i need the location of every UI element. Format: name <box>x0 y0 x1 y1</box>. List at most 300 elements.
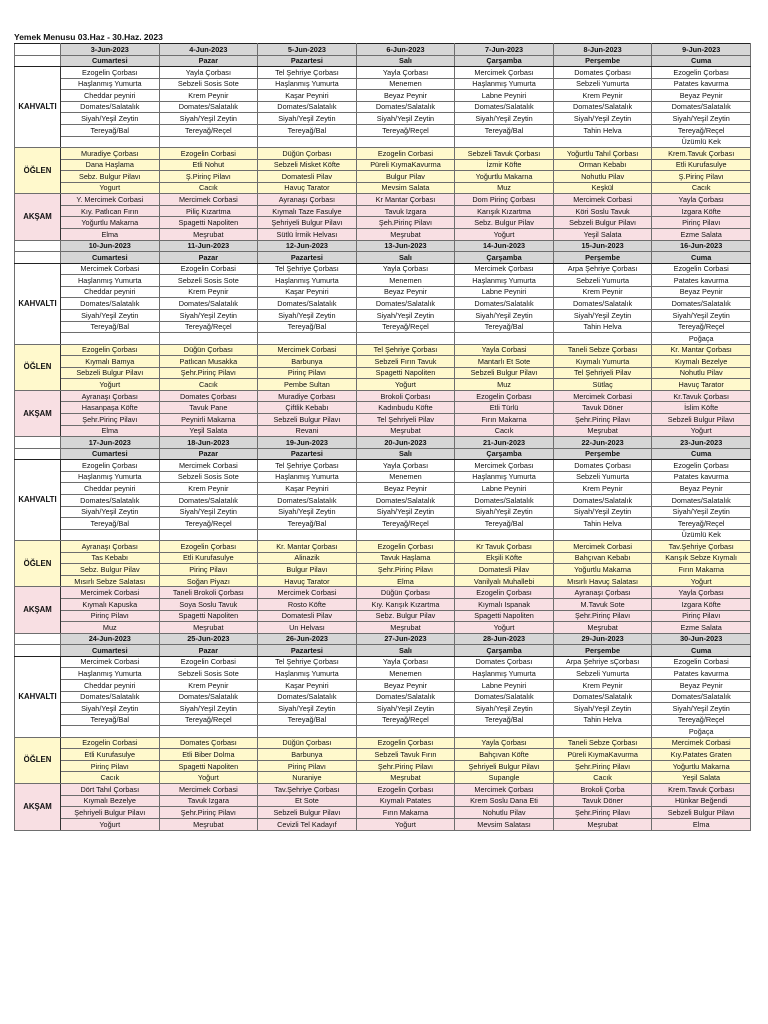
menu-item-cell: Ezme Salata <box>652 229 751 241</box>
menu-item-cell: Meşrubat <box>356 772 455 784</box>
menu-item-cell <box>455 136 554 148</box>
date-cell: 23-Jun-2023 <box>652 437 751 449</box>
menu-item-cell: Siyah/Yeşil Zeytin <box>61 703 160 715</box>
menu-item-cell: Sebzeli Bulgur Pilavı <box>455 367 554 379</box>
menu-item-cell: Domates/Salatalık <box>258 691 357 703</box>
day-row <box>15 55 751 67</box>
menu-item-cell <box>553 333 652 345</box>
menu-item-cell: Ezogelin Corbasi <box>159 656 258 668</box>
menu-item-cell: Ezogelin Corbasi <box>652 656 751 668</box>
menu-item-cell: Siyah/Yeşil Zeytin <box>258 309 357 321</box>
menu-item-cell: Şehr.Pirinç Pilavı <box>159 807 258 819</box>
menu-row <box>15 518 751 530</box>
menu-row <box>15 541 751 553</box>
date-cell: 25-Jun-2023 <box>159 633 258 645</box>
menu-item-cell: Mevsim Salata <box>356 182 455 194</box>
corner-cell <box>15 44 61 56</box>
menu-item-cell: Yayla Çorbası <box>159 67 258 79</box>
menu-item-cell: Siyah/Yeşil Zeytin <box>159 309 258 321</box>
menu-item-cell: Etli Nohut <box>159 159 258 171</box>
menu-item-cell: Haşlanmış Yumurta <box>61 471 160 483</box>
menu-item-cell: Tas Kebabı <box>61 552 160 564</box>
menu-item-cell: Tavuk Döner <box>553 402 652 414</box>
date-cell: 28-Jun-2023 <box>455 633 554 645</box>
menu-row <box>15 67 751 79</box>
menu-item-cell: Domates/Salatalık <box>455 101 554 113</box>
menu-item-cell: Domates/Salatalık <box>356 494 455 506</box>
menu-item-cell <box>258 529 357 541</box>
menu-item-cell: Labne Peyniri <box>455 483 554 495</box>
menu-item-cell: Siyah/Yeşil Zeytin <box>258 703 357 715</box>
menu-item-cell: Spagetti Napoliten <box>159 217 258 229</box>
menu-item-cell: Taneli Sebze Çorbası <box>553 737 652 749</box>
menu-item-cell: Tereyağ/Bal <box>455 321 554 333</box>
menu-item-cell: Kr.Tavuk Çorbası <box>652 390 751 402</box>
day-name-cell: Pazartesi <box>258 645 357 657</box>
menu-item-cell: Kıymalı Bamya <box>61 356 160 368</box>
menu-item-cell: Yoğurt <box>356 818 455 830</box>
date-cell: 14-Jun-2023 <box>455 240 554 252</box>
date-cell: 8-Jun-2023 <box>553 44 652 56</box>
menu-row <box>15 182 751 194</box>
menu-item-cell: Et Sote <box>258 795 357 807</box>
menu-item-cell: Menemen <box>356 78 455 90</box>
date-cell: 15-Jun-2023 <box>553 240 652 252</box>
menu-item-cell: Sütlaç <box>553 379 652 391</box>
menu-item-cell: Etli Biber Dolma <box>159 749 258 761</box>
menu-item-cell: Yeşil Salata <box>652 772 751 784</box>
menu-item-cell: Siyah/Yeşil Zeytin <box>652 309 751 321</box>
menu-item-cell <box>159 136 258 148</box>
menu-item-cell: Çiftlik Kebabı <box>258 402 357 414</box>
menu-item-cell: Pirinç Pilavı <box>652 610 751 622</box>
meal-label-kahvalti: KAHVALTI <box>15 656 61 737</box>
menu-item-cell: Spagetti Napoliten <box>356 367 455 379</box>
menu-item-cell: Domates/Salatalık <box>258 101 357 113</box>
menu-item-cell <box>553 529 652 541</box>
menu-item-cell: Yoğurtlu Makarna <box>652 760 751 772</box>
menu-item-cell: Krem.Tavuk Çorbası <box>652 784 751 796</box>
menu-item-cell: Barbunya <box>258 356 357 368</box>
menu-item-cell: Sebzeli Yumurta <box>553 471 652 483</box>
menu-item-cell: Mercimek Corbasi <box>553 194 652 206</box>
menu-item-cell: Şehriyeli Bulgur Pilavı <box>455 760 554 772</box>
menu-item-cell <box>159 529 258 541</box>
day-name-cell: Çarşamba <box>455 448 554 460</box>
menu-item-cell: Domates/Salatalık <box>455 298 554 310</box>
menu-row <box>15 425 751 437</box>
menu-item-cell: Şehr.Pirinç Pilavı <box>356 760 455 772</box>
menu-item-cell: Tel Şehriyeli Pilav <box>553 367 652 379</box>
menu-item-cell: Sebzeli Bulgur Pilavı <box>553 217 652 229</box>
menu-item-cell: Ezme Salata <box>652 622 751 634</box>
menu-item-cell: Mercimek Çorbası <box>455 460 554 472</box>
menu-item-cell: Şehr.Pirinç Pilavı <box>553 807 652 819</box>
menu-item-cell: Patates kavurma <box>652 668 751 680</box>
meal-label-oglen: ÖĞLEN <box>15 737 61 783</box>
menu-item-cell: Mercimek Corbasi <box>159 460 258 472</box>
menu-item-cell: Fırın Makarna <box>652 564 751 576</box>
menu-item-cell: Sebzeli Sosis Sote <box>159 275 258 287</box>
menu-item-cell: Haşlanmış Yumurta <box>258 78 357 90</box>
menu-item-cell: Taneli Sebze Çorbası <box>553 344 652 356</box>
menu-item-cell: Tereyağ/Bal <box>258 321 357 333</box>
menu-item-cell: Kaşar Peyniri <box>258 483 357 495</box>
menu-item-cell: Brokoli Çorbası <box>356 390 455 402</box>
menu-item-cell: Siyah/Yeşil Zeytin <box>258 113 357 125</box>
menu-item-cell: Domates/Salatalık <box>553 494 652 506</box>
menu-item-cell: Nohutlu Pilav <box>455 807 554 819</box>
menu-item-cell: Kıymalı Yumurta <box>553 356 652 368</box>
menu-item-cell: Domates/Salatalık <box>356 101 455 113</box>
menu-item-cell: Siyah/Yeşil Zeytin <box>455 113 554 125</box>
menu-item-cell: Düğün Çorbası <box>258 737 357 749</box>
menu-row <box>15 263 751 275</box>
menu-row <box>15 599 751 611</box>
menu-item-cell: Nohutlu Pilav <box>652 367 751 379</box>
day-name-cell: Cuma <box>652 252 751 264</box>
menu-item-cell: Kadınbudu Köfte <box>356 402 455 414</box>
menu-item-cell: İzmir Köfte <box>455 159 554 171</box>
date-cell: 20-Jun-2023 <box>356 437 455 449</box>
day-name-cell: Pazar <box>159 252 258 264</box>
menu-item-cell: Tereyağ/Bal <box>61 518 160 530</box>
menu-item-cell: Sebzeli Bulgur Pilavı <box>258 414 357 426</box>
menu-item-cell: Kaşar Peyniri <box>258 679 357 691</box>
menu-item-cell: Kıymalı Taze Fasulye <box>258 205 357 217</box>
menu-item-cell: Domates/Salatalık <box>356 691 455 703</box>
menu-item-cell: Un Helvası <box>258 622 357 634</box>
menu-item-cell: Kr Tavuk Çorbası <box>455 541 554 553</box>
menu-item-cell: Bahçıvan Kebabı <box>553 552 652 564</box>
menu-item-cell: Cacık <box>553 772 652 784</box>
menu-item-cell: Sebzeli Sosis Sote <box>159 471 258 483</box>
menu-item-cell: Krem Peynir <box>553 286 652 298</box>
menu-item-cell: Fırın Makarna <box>455 414 554 426</box>
menu-item-cell: Mercimek Corbasi <box>258 344 357 356</box>
menu-item-cell: Yoğurt <box>455 229 554 241</box>
menu-item-cell <box>455 333 554 345</box>
menu-item-cell: Siyah/Yeşil Zeytin <box>652 506 751 518</box>
menu-item-cell: Hasanpaşa Köfte <box>61 402 160 414</box>
menu-item-cell: Elma <box>61 425 160 437</box>
menu-item-cell: Ezogelin Çorbası <box>356 784 455 796</box>
menu-item-cell: Üzümlü Kek <box>652 136 751 148</box>
menu-item-cell: Labne Peyniri <box>455 679 554 691</box>
menu-item-cell: Şeh.Pirinç Pilavı <box>356 217 455 229</box>
menu-row <box>15 309 751 321</box>
menu-item-cell <box>61 333 160 345</box>
menu-item-cell: Tereyağ/Bal <box>258 714 357 726</box>
menu-row <box>15 552 751 564</box>
menu-item-cell: Etli Kurufasulye <box>61 749 160 761</box>
menu-row <box>15 703 751 715</box>
menu-item-cell: Yeşil Salata <box>159 425 258 437</box>
menu-item-cell: Domates/Salatalık <box>356 298 455 310</box>
menu-item-cell: Mercimek Corbasi <box>61 656 160 668</box>
menu-item-cell: Etli Kurufasulye <box>159 552 258 564</box>
menu-item-cell: Cheddar peyniri <box>61 286 160 298</box>
menu-item-cell: Arpa Şehriye sÇorbası <box>553 656 652 668</box>
menu-item-cell: Ezogelin Çorbası <box>159 541 258 553</box>
menu-item-cell: Yoğurt <box>61 379 160 391</box>
menu-item-cell: Sebzeli Sosis Sote <box>159 668 258 680</box>
menu-item-cell: Sebz. Bulgur Pilav <box>356 610 455 622</box>
menu-row <box>15 460 751 472</box>
menu-item-cell <box>61 136 160 148</box>
menu-row <box>15 610 751 622</box>
day-name-cell: Pazar <box>159 645 258 657</box>
menu-item-cell: Püreli KıymaKavurma <box>356 159 455 171</box>
menu-item-cell: Meşrubat <box>356 425 455 437</box>
corner-cell <box>15 437 61 449</box>
menu-row <box>15 367 751 379</box>
menu-row <box>15 124 751 136</box>
menu-item-cell: Yoğurt <box>652 575 751 587</box>
menu-item-cell: Ayranaşı Çorbası <box>553 587 652 599</box>
menu-item-cell: Domatesli Pilav <box>455 564 554 576</box>
menu-item-cell: Piliç Kızartma <box>159 205 258 217</box>
menu-item-cell: Ş.Pirinç Pilavı <box>159 171 258 183</box>
menu-item-cell: Domates/Salatalık <box>258 298 357 310</box>
menu-item-cell: Meşrubat <box>159 622 258 634</box>
date-cell: 29-Jun-2023 <box>553 633 652 645</box>
menu-item-cell: Şehr.Pirinç Pilavı <box>553 760 652 772</box>
day-name-cell: Salı <box>356 55 455 67</box>
menu-item-cell: Sebzeli Yumurta <box>553 668 652 680</box>
menu-item-cell: Düğün Çorbası <box>159 344 258 356</box>
menu-item-cell: Tereyağ/Reçel <box>356 518 455 530</box>
menu-item-cell: Krem Peynir <box>553 90 652 102</box>
date-cell: 6-Jun-2023 <box>356 44 455 56</box>
menu-item-cell: Kıy.Patates Graten <box>652 749 751 761</box>
menu-item-cell: Krem Peynir <box>159 286 258 298</box>
day-name-cell: Pazartesi <box>258 448 357 460</box>
date-cell: 24-Jun-2023 <box>61 633 160 645</box>
date-cell: 27-Jun-2023 <box>356 633 455 645</box>
corner-cell <box>15 448 61 460</box>
date-row <box>15 44 751 56</box>
menu-item-cell: Siyah/Yeşil Zeytin <box>61 506 160 518</box>
menu-item-cell: Ezogelin Corbasi <box>652 263 751 275</box>
menu-item-cell: Ezogelin Çorbası <box>356 541 455 553</box>
menu-item-cell: Menemen <box>356 668 455 680</box>
menu-item-cell: Domates/Salatalık <box>61 494 160 506</box>
menu-row <box>15 344 751 356</box>
date-cell: 18-Jun-2023 <box>159 437 258 449</box>
meal-label-kahvalti: KAHVALTI <box>15 263 61 344</box>
menu-item-cell: M.Tavuk Sote <box>553 599 652 611</box>
menu-item-cell: Haşlanmış Yumurta <box>455 471 554 483</box>
menu-item-cell: Poğaça <box>652 726 751 738</box>
menu-item-cell: Kıymalı Patates <box>356 795 455 807</box>
day-name-cell: Cumartesi <box>61 55 160 67</box>
menu-item-cell: Beyaz Peynir <box>652 90 751 102</box>
menu-item-cell: İslim Köfte <box>652 402 751 414</box>
menu-item-cell: Mantarlı Et Sote <box>455 356 554 368</box>
menu-item-cell: Sebzeli Sosis Sote <box>159 78 258 90</box>
menu-row <box>15 587 751 599</box>
menu-item-cell: Y. Mercimek Corbasi <box>61 194 160 206</box>
date-cell: 7-Jun-2023 <box>455 44 554 56</box>
menu-item-cell: Izgara Köfte <box>652 599 751 611</box>
day-name-cell: Pazartesi <box>258 252 357 264</box>
menu-item-cell: Krem Peynir <box>159 483 258 495</box>
menu-item-cell: Tereyağ/Reçel <box>159 714 258 726</box>
menu-row <box>15 194 751 206</box>
menu-item-cell: Patates kavurma <box>652 471 751 483</box>
date-cell: 26-Jun-2023 <box>258 633 357 645</box>
menu-row <box>15 171 751 183</box>
menu-item-cell: Beyaz Peynir <box>652 286 751 298</box>
menu-item-cell: Siyah/Yeşil Zeytin <box>553 506 652 518</box>
menu-item-cell: Siyah/Yeşil Zeytin <box>356 703 455 715</box>
menu-item-cell: Cheddar peyniri <box>61 90 160 102</box>
menu-item-cell: Bahçıvan Köfte <box>455 749 554 761</box>
menu-item-cell: Krem Peynir <box>159 90 258 102</box>
menu-item-cell: Domates/Salatalık <box>61 298 160 310</box>
menu-item-cell: Sütlü İrmik Helvası <box>258 229 357 241</box>
menu-item-cell: Peynirli Makarna <box>159 414 258 426</box>
menu-item-cell: Havuç Tarator <box>258 182 357 194</box>
menu-item-cell: Pirinç Pilavı <box>61 760 160 772</box>
menu-item-cell: Menemen <box>356 275 455 287</box>
menu-item-cell: Kaşar Peyniri <box>258 286 357 298</box>
menu-item-cell: Barbunya <box>258 749 357 761</box>
menu-item-cell: Şehriyeli Bulgur Pilavı <box>61 807 160 819</box>
menu-item-cell <box>258 333 357 345</box>
menu-item-cell: Pirinç Pilavı <box>258 760 357 772</box>
day-name-cell: Cumartesi <box>61 448 160 460</box>
menu-item-cell: Ezogelin Çorbası <box>61 67 160 79</box>
menu-item-cell: Siyah/Yeşil Zeytin <box>553 703 652 715</box>
meal-label-oglen: ÖĞLEN <box>15 344 61 390</box>
menu-item-cell <box>61 529 160 541</box>
date-cell: 21-Jun-2023 <box>455 437 554 449</box>
menu-item-cell: Tereyağ/Bal <box>61 714 160 726</box>
menu-item-cell: Krem Peynir <box>553 679 652 691</box>
menu-item-cell: Ezogelin Çorbası <box>455 390 554 402</box>
menu-item-cell: Muradiye Çorbası <box>258 390 357 402</box>
menu-item-cell: Ezogelin Çorbası <box>61 460 160 472</box>
menu-item-cell: Patates kavurma <box>652 78 751 90</box>
menu-item-cell: Cacık <box>159 182 258 194</box>
menu-item-cell: Mercimek Corbasi <box>553 541 652 553</box>
corner-cell <box>15 252 61 264</box>
menu-item-cell: Haşlanmış Yumurta <box>455 78 554 90</box>
meal-label-oglen: ÖĞLEN <box>15 541 61 587</box>
menu-item-cell: Dört Tahıl Çorbası <box>61 784 160 796</box>
menu-item-cell <box>553 136 652 148</box>
menu-item-cell: Domatesli Pilav <box>258 171 357 183</box>
menu-item-cell: Yoğurtlu Makarna <box>553 564 652 576</box>
menu-item-cell: Cacık <box>455 425 554 437</box>
menu-item-cell: Beyaz Peynir <box>356 679 455 691</box>
menu-item-cell: Yayla Çorbası <box>356 460 455 472</box>
menu-item-cell: Ezogelin Çorbası <box>356 737 455 749</box>
menu-item-cell: Pirinç Pilavı <box>652 217 751 229</box>
day-name-cell: Pazartesi <box>258 55 357 67</box>
menu-item-cell: Keşkül <box>553 182 652 194</box>
menu-item-cell: Nuraniye <box>258 772 357 784</box>
menu-item-cell: Ezogelin Çorbası <box>652 460 751 472</box>
menu-row <box>15 471 751 483</box>
menu-item-cell: Tahin Helva <box>553 321 652 333</box>
day-name-cell: Perşembe <box>553 645 652 657</box>
menu-item-cell: Labne Peyniri <box>455 90 554 102</box>
menu-item-cell: Domates Çorbası <box>553 460 652 472</box>
menu-item-cell: Şehr.Pirinç Pilavı <box>553 414 652 426</box>
menu-row <box>15 275 751 287</box>
menu-item-cell: Domates/Salatalık <box>159 691 258 703</box>
menu-item-cell: Mercimek Corbasi <box>652 737 751 749</box>
menu-item-cell: Tereyağ/Bal <box>258 518 357 530</box>
menu-row <box>15 668 751 680</box>
menu-item-cell: Yoğurtlu Makarna <box>455 171 554 183</box>
menu-row <box>15 737 751 749</box>
menu-item-cell: Tahin Helva <box>553 124 652 136</box>
menu-item-cell: Tavuk Izgara <box>159 795 258 807</box>
menu-item-cell: Püreli KıymaKavurma <box>553 749 652 761</box>
menu-item-cell: Tavuk Izgara <box>356 205 455 217</box>
corner-cell <box>15 633 61 645</box>
menu-item-cell: Tahin Helva <box>553 518 652 530</box>
date-cell: 30-Jun-2023 <box>652 633 751 645</box>
menu-item-cell: Elma <box>652 818 751 830</box>
menu-item-cell: Brokoli Çorba <box>553 784 652 796</box>
menu-item-cell: Siyah/Yeşil Zeytin <box>159 703 258 715</box>
menu-item-cell: Ezogelin Corbasi <box>61 737 160 749</box>
menu-item-cell: Siyah/Yeşil Zeytin <box>652 113 751 125</box>
menu-item-cell: Şehriyeli Bulgur Pilavı <box>258 217 357 229</box>
menu-item-cell: Domates Çorbası <box>455 656 554 668</box>
day-row <box>15 252 751 264</box>
menu-item-cell: Pirinç Pilavı <box>159 564 258 576</box>
menu-item-cell: Mercimek Corbasi <box>159 194 258 206</box>
menu-item-cell: Domates/Salatalık <box>652 101 751 113</box>
menu-row <box>15 90 751 102</box>
menu-item-cell: Tavuk Pane <box>159 402 258 414</box>
menu-item-cell: Beyaz Peynir <box>356 286 455 298</box>
date-cell: 19-Jun-2023 <box>258 437 357 449</box>
menu-item-cell: Tereyağ/Bal <box>61 124 160 136</box>
menu-item-cell: Mercimek Corbasi <box>61 587 160 599</box>
menu-item-cell: Ş.Pirinç Pilavı <box>652 171 751 183</box>
menu-item-cell <box>258 136 357 148</box>
menu-item-cell: Yayla Çorbası <box>652 587 751 599</box>
day-name-cell: Cumartesi <box>61 645 160 657</box>
menu-item-cell: Domates/Salatalık <box>652 691 751 703</box>
menu-item-cell: Tereyağ/Bal <box>455 124 554 136</box>
menu-item-cell: Domates/Salatalık <box>652 298 751 310</box>
date-cell: 12-Jun-2023 <box>258 240 357 252</box>
menu-row <box>15 136 751 148</box>
meal-label-aksam: AKŞAM <box>15 194 61 240</box>
day-name-cell: Cumartesi <box>61 252 160 264</box>
menu-item-cell: Ayranaşı Çorbası <box>258 194 357 206</box>
menu-row <box>15 807 751 819</box>
menu-item-cell: Sebzeli Yumurta <box>553 78 652 90</box>
menu-item-cell: Mercimek Corbasi <box>258 587 357 599</box>
menu-item-cell <box>356 333 455 345</box>
date-cell: 10-Jun-2023 <box>61 240 160 252</box>
menu-item-cell: Kıymalı Ispanak <box>455 599 554 611</box>
menu-item-cell: Yogurt <box>61 182 160 194</box>
menu-item-cell: Mercimek Corbasi <box>553 390 652 402</box>
menu-row <box>15 529 751 541</box>
menu-item-cell: Hünkar Beğendi <box>652 795 751 807</box>
menu-row <box>15 622 751 634</box>
